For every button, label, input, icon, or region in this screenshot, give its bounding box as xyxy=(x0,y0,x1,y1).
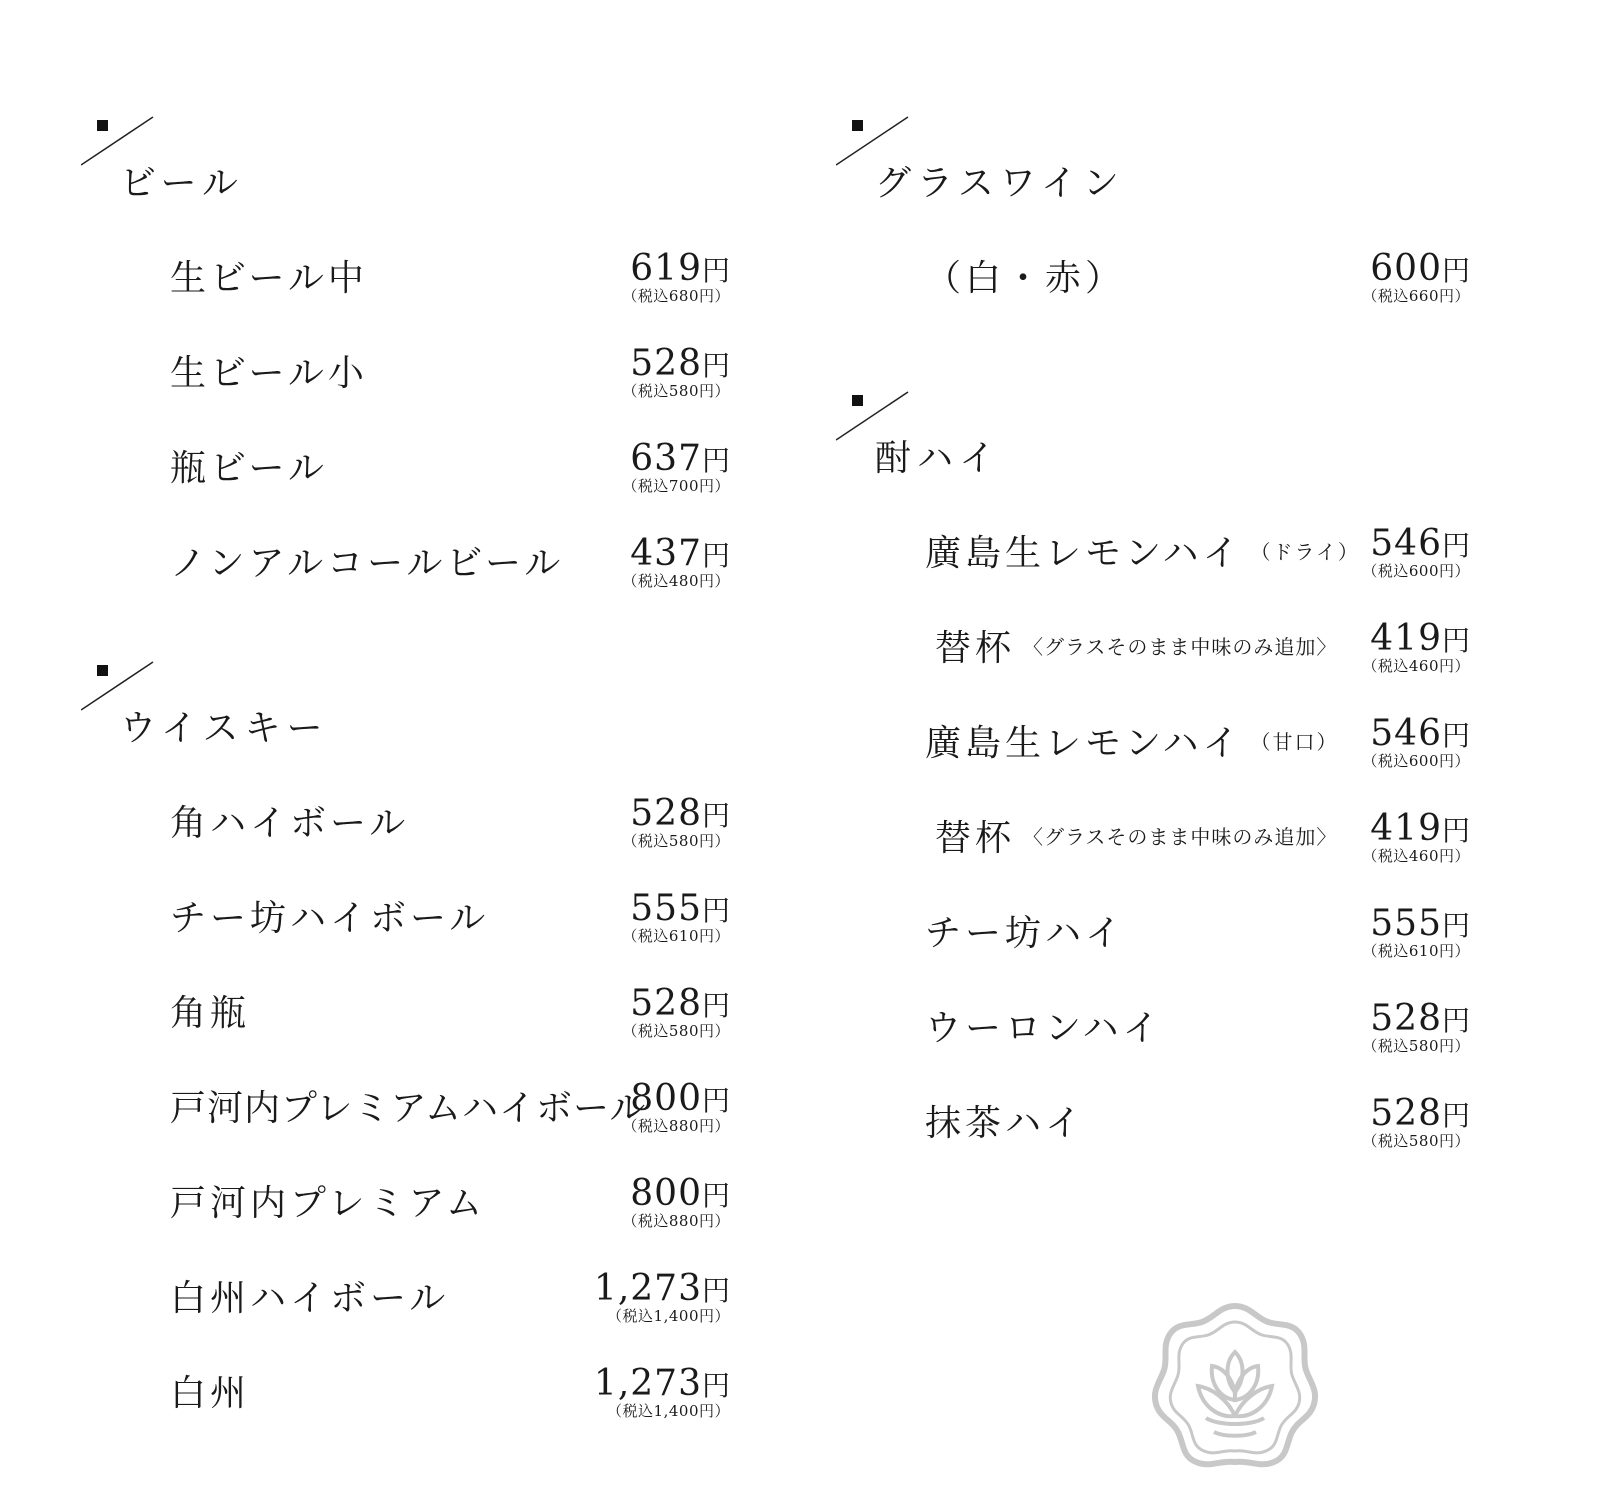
item-name xyxy=(935,620,1337,671)
square-marker-icon xyxy=(852,120,863,131)
menu-item xyxy=(925,1000,1470,1080)
price-tax-included: （税込460円） xyxy=(1362,847,1470,865)
square-marker-icon xyxy=(852,395,863,406)
price-unit: 円 xyxy=(701,349,730,382)
price-tax-included: （税込580円） xyxy=(622,1022,730,1040)
item-name: チー坊ハイ xyxy=(925,913,1126,954)
menu-item xyxy=(170,1080,730,1160)
menu-item xyxy=(925,715,1470,795)
price-tax-included: （税込1,400円） xyxy=(607,1307,730,1325)
price-amount: 419 xyxy=(1370,618,1442,659)
menu-item xyxy=(925,250,1470,330)
price-amount: 419 xyxy=(1370,808,1442,849)
item-note: （ドライ） xyxy=(1250,540,1360,564)
price-unit: 円 xyxy=(1441,814,1470,847)
item-price xyxy=(622,343,730,401)
price-tax-included: （税込600円） xyxy=(1362,562,1470,580)
price-amount: 555 xyxy=(630,888,702,929)
item-name-text: 替杯 xyxy=(935,628,1016,669)
square-marker-icon xyxy=(97,120,108,131)
item-price xyxy=(622,983,730,1041)
section-header-beer xyxy=(85,115,485,225)
price-unit: 円 xyxy=(701,1274,730,1307)
item-note: （甘口） xyxy=(1250,730,1339,754)
item-name-text: 替杯 xyxy=(935,818,1016,859)
menu-item xyxy=(170,1175,730,1255)
section-header-whisky xyxy=(85,660,485,770)
section-title: ウイスキー xyxy=(120,708,329,749)
item-price xyxy=(1362,998,1470,1056)
price-tax-included: （税込580円） xyxy=(622,832,730,850)
price-tax-included: （税込460円） xyxy=(1362,657,1470,675)
price-unit: 円 xyxy=(701,254,730,287)
price-amount: 637 xyxy=(630,438,702,479)
item-price xyxy=(1362,1093,1470,1151)
price-tax-included: （税込600円） xyxy=(1362,752,1470,770)
menu-item xyxy=(170,535,730,615)
menu-item xyxy=(925,525,1470,605)
section-header-chuhai xyxy=(840,390,1240,500)
square-marker-icon xyxy=(97,665,108,676)
item-name: 生ビール小 xyxy=(170,353,368,394)
price-unit: 円 xyxy=(1441,1099,1470,1132)
menu-item xyxy=(170,1270,730,1350)
item-price xyxy=(594,1268,730,1326)
section-title: グラスワイン xyxy=(875,163,1125,204)
item-name-text: 廣島生レモンハイ xyxy=(925,533,1243,574)
item-name: チー坊ハイボール xyxy=(170,898,490,939)
price-amount: 555 xyxy=(1370,903,1442,944)
price-unit: 円 xyxy=(1441,1004,1470,1037)
price-unit: 円 xyxy=(701,444,730,477)
item-name: 白州 xyxy=(170,1373,251,1414)
price-tax-included: （税込880円） xyxy=(622,1212,730,1230)
item-price xyxy=(594,1363,730,1421)
item-name: ウーロンハイ xyxy=(925,1008,1163,1049)
price-unit: 円 xyxy=(1441,624,1470,657)
price-unit: 円 xyxy=(701,1369,730,1402)
item-price xyxy=(1362,618,1470,676)
price-amount: 528 xyxy=(630,793,702,834)
price-unit: 円 xyxy=(1441,909,1470,942)
price-amount: 600 xyxy=(1370,248,1442,289)
price-amount: 1,273 xyxy=(593,1268,702,1309)
price-tax-included: （税込610円） xyxy=(1362,942,1470,960)
item-price xyxy=(622,888,730,946)
menu-item xyxy=(170,985,730,1065)
price-tax-included: （税込610円） xyxy=(622,927,730,945)
item-price xyxy=(622,248,730,306)
item-price xyxy=(1362,713,1470,771)
price-unit: 円 xyxy=(701,989,730,1022)
flower-crest-emblem-icon xyxy=(1150,1300,1320,1470)
price-unit: 円 xyxy=(701,894,730,927)
price-unit: 円 xyxy=(1441,254,1470,287)
price-tax-included: （税込1,400円） xyxy=(607,1402,730,1420)
item-name: 抹茶ハイ xyxy=(925,1103,1086,1144)
item-note: 〈グラスそのまま中味のみ追加〉 xyxy=(1023,825,1338,849)
item-name: ノンアルコールビール xyxy=(170,543,565,584)
price-tax-included: （税込580円） xyxy=(622,382,730,400)
item-name: 戸河内プレミアム xyxy=(170,1183,487,1224)
item-name xyxy=(925,715,1338,766)
price-amount: 546 xyxy=(1370,713,1442,754)
item-note: 〈グラスそのまま中味のみ追加〉 xyxy=(1023,635,1338,659)
price-unit: 円 xyxy=(701,799,730,832)
price-amount: 528 xyxy=(630,983,702,1024)
price-amount: 546 xyxy=(1370,523,1442,564)
menu-item xyxy=(925,1095,1470,1175)
item-name-text: 廣島生レモンハイ xyxy=(925,723,1243,764)
price-amount: 437 xyxy=(630,533,702,574)
price-unit: 円 xyxy=(701,1179,730,1212)
price-unit: 円 xyxy=(701,1084,730,1117)
price-unit: 円 xyxy=(1441,719,1470,752)
price-tax-included: （税込680円） xyxy=(622,287,730,305)
price-amount: 528 xyxy=(1370,1093,1442,1134)
section-header-wine xyxy=(840,115,1240,225)
price-amount: 528 xyxy=(1370,998,1442,1039)
item-name xyxy=(925,525,1360,576)
price-tax-included: （税込580円） xyxy=(1362,1132,1470,1150)
menu-item xyxy=(170,250,730,330)
section-title: 酎ハイ xyxy=(875,438,1002,479)
price-amount: 528 xyxy=(630,343,702,384)
item-name xyxy=(935,810,1337,861)
price-amount: 1,273 xyxy=(593,1363,702,1404)
menu-item xyxy=(925,905,1470,985)
price-amount: 800 xyxy=(630,1173,702,1214)
menu-item xyxy=(170,795,730,875)
item-name: 角瓶 xyxy=(170,993,251,1034)
section-title: ビール xyxy=(120,163,244,204)
price-unit: 円 xyxy=(701,539,730,572)
price-tax-included: （税込880円） xyxy=(622,1117,730,1135)
item-name: 白州ハイボール xyxy=(170,1278,450,1319)
item-name: 角ハイボール xyxy=(170,803,410,844)
item-price xyxy=(1362,523,1470,581)
price-tax-included: （税込580円） xyxy=(1362,1037,1470,1055)
menu-item xyxy=(170,890,730,970)
menu-item xyxy=(925,810,1470,890)
item-name: （白・赤） xyxy=(925,258,1126,299)
item-name: 生ビール中 xyxy=(170,258,368,299)
price-tax-included: （税込480円） xyxy=(622,572,730,590)
item-name: 戸河内プレミアムハイボール xyxy=(170,1088,647,1129)
price-amount: 800 xyxy=(630,1078,702,1119)
price-unit: 円 xyxy=(1441,529,1470,562)
item-price xyxy=(622,533,730,591)
item-price xyxy=(1362,903,1470,961)
item-price xyxy=(1362,808,1470,866)
item-price xyxy=(622,1078,730,1136)
item-price xyxy=(622,438,730,496)
price-tax-included: （税込660円） xyxy=(1362,287,1470,305)
menu-item xyxy=(925,620,1470,700)
menu-item xyxy=(170,1365,730,1445)
item-price xyxy=(1362,248,1470,306)
item-price xyxy=(622,793,730,851)
item-price xyxy=(622,1173,730,1231)
menu-item xyxy=(170,345,730,425)
price-amount: 619 xyxy=(630,248,702,289)
item-name: 瓶ビール xyxy=(170,448,328,489)
price-tax-included: （税込700円） xyxy=(622,477,730,495)
menu-item xyxy=(170,440,730,520)
